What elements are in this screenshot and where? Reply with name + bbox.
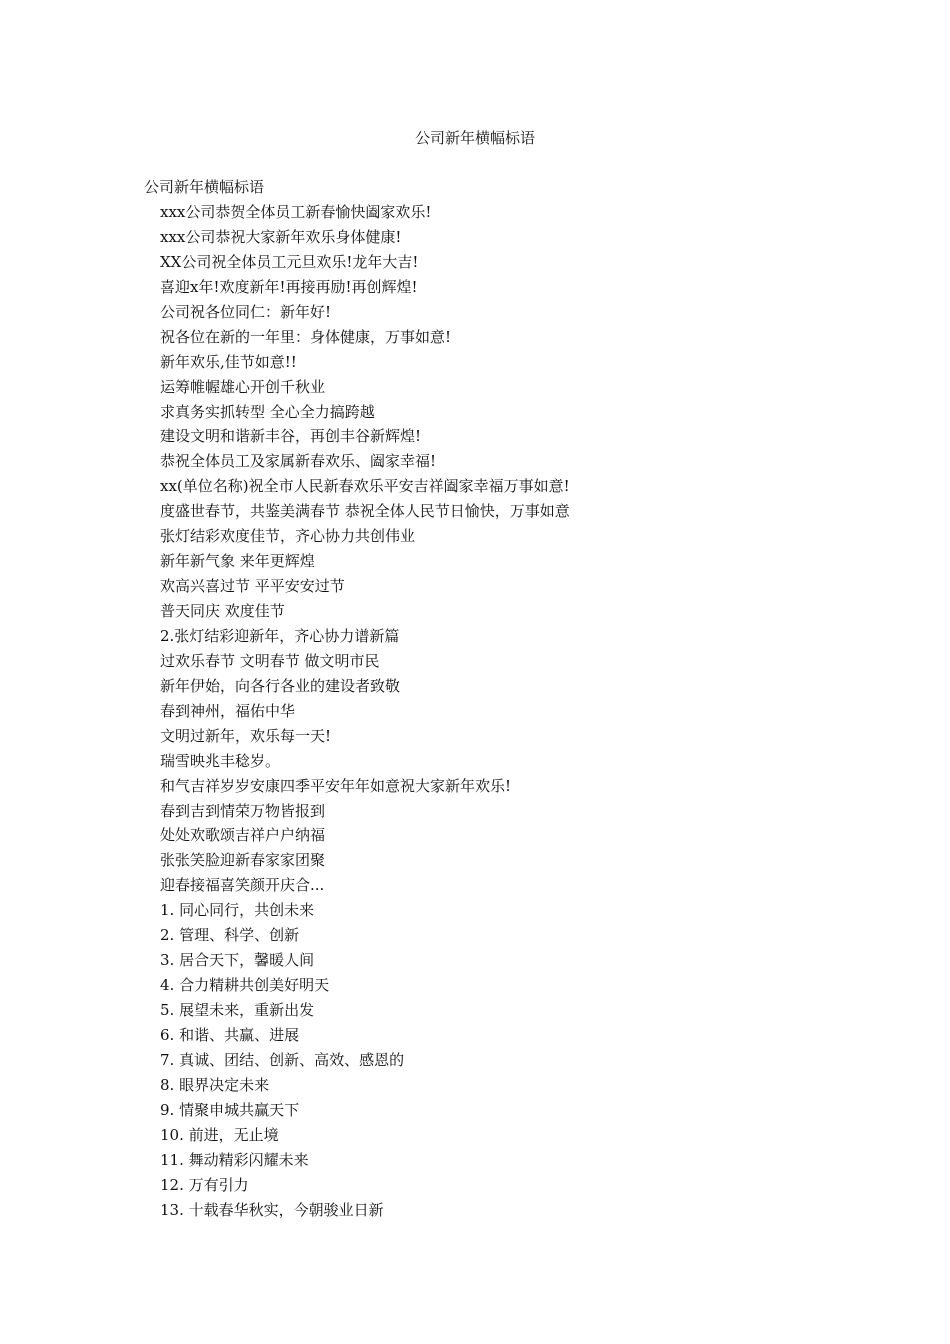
slogan-line: 新年伊始，向各行各业的建设者致敬 [160,676,401,695]
slogan-line: 公司祝各位同仁：新年好! [160,302,332,321]
slogan-list [160,200,570,1222]
slogan-line: 建设文明和谐新丰谷，再创丰谷新辉煌! [160,427,422,446]
slogan-line: 张灯结彩欢度佳节，齐心协力共创伟业 [160,527,416,546]
slogan-line: 1. 同心同行，共创未来 [160,901,315,920]
slogan-line: 迎春接福喜笑颜开庆合... [160,876,325,895]
slogan-line: 处处欢歌颂吉祥户户纳福 [160,826,326,845]
slogan-line: 恭祝全体员工及家属新春欢乐、阖家幸福! [160,452,437,471]
section-heading: 公司新年横幅标语 [144,178,265,196]
slogan-line: 求真务实抓转型 全心全力搞跨越 [160,402,375,421]
slogan-line: 9. 情聚申城共赢天下 [160,1100,300,1119]
slogan-line: 8. 眼界决定未来 [160,1075,270,1094]
slogan-line: xxx公司恭祝大家新年欢乐身体健康! [160,227,402,246]
slogan-line: 瑞雪映兆丰稔岁。 [160,751,281,770]
slogan-line: 13. 十载春华秋实，今朝骏业日新 [160,1200,384,1219]
document-title: 公司新年横幅标语 [414,129,535,147]
slogan-line: 欢高兴喜过节 平平安安过节 [160,577,345,596]
slogan-line: 文明过新年，欢乐每一天! [160,726,332,745]
slogan-line: 5. 展望未来，重新出发 [160,1001,315,1019]
slogan-line: 10. 前进，无止境 [160,1125,279,1144]
slogan-line: 3. 居合天下，馨暖人间 [160,951,315,970]
slogan-line: 普天同庆 欢度佳节 [160,602,285,620]
slogan-line: xx(单位名称)祝全市人民新春欢乐平安吉祥阖家幸福万事如意! [160,477,570,496]
slogan-line: 春到吉到情荣万物皆报到 [160,801,326,820]
slogan-line: xxx公司恭贺全体员工新春愉快阖家欢乐! [160,203,432,221]
slogan-line: 度盛世春节，共鉴美满春节 恭祝全体人民节日愉快，万事如意 [160,502,570,521]
slogan-line: 喜迎x年!欢度新年!再接再励!再创辉煌! [160,277,418,296]
slogan-line: 12. 万有引力 [160,1175,249,1194]
slogan-line: 新年新气象 来年更辉煌 [160,552,315,571]
slogan-line: 新年欢乐,佳节如意!! [160,352,297,371]
slogan-line: 11. 舞动精彩闪耀未来 [160,1150,309,1169]
slogan-line: 2.张灯结彩迎新年，齐心协力谱新篇 [160,626,400,645]
slogan-line: 过欢乐春节 文明春节 做文明市民 [160,651,380,670]
slogan-line: 6. 和谐、共赢、进展 [160,1025,300,1044]
slogan-line: 7. 真诚、团结、创新、高效、感恩的 [160,1050,405,1069]
slogan-line: 2. 管理、科学、创新 [160,926,300,945]
slogan-line: 春到神州，福佑中华 [160,701,296,720]
slogan-line: 张张笑脸迎新春家家团聚 [160,851,326,870]
slogan-line: 4. 合力精耕共创美好明天 [160,976,330,995]
slogan-line: 祝各位在新的一年里：身体健康，万事如意! [160,327,452,346]
slogan-line: 和气吉祥岁岁安康四季平安年年如意祝大家新年欢乐! [160,776,512,795]
slogan-line: 运筹帷幄雄心开创千秋业 [160,377,326,396]
slogan-line: XX公司祝全体员工元旦欢乐!龙年大吉! [160,252,419,271]
